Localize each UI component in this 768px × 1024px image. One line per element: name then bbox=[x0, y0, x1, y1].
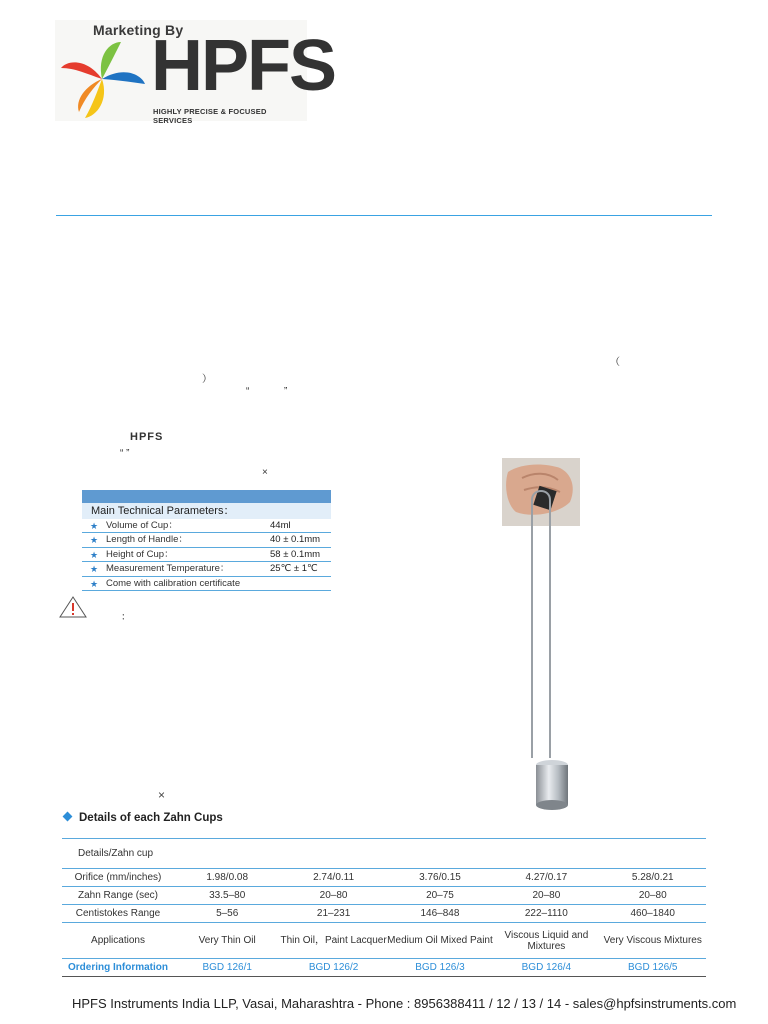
row-label: Ordering Information bbox=[68, 962, 168, 973]
quote-pair: “ ” bbox=[120, 448, 130, 459]
order-code: BGD 126/1 bbox=[202, 962, 252, 973]
row-label: Orifice (mm/inches) bbox=[74, 872, 162, 883]
logo-pinwheel-icon bbox=[57, 38, 147, 120]
table-row-ordering bbox=[62, 959, 706, 977]
times-sign-2: × bbox=[158, 788, 166, 802]
technical-parameters-table bbox=[82, 490, 331, 591]
param-label: Volume of Cup： bbox=[106, 520, 178, 531]
param-row bbox=[82, 577, 331, 591]
param-value: 40 ± 0.1mm bbox=[270, 534, 321, 546]
param-value: 44ml bbox=[270, 520, 291, 531]
row-label: Applications bbox=[91, 935, 145, 946]
table-cell: 20–75 bbox=[426, 890, 454, 901]
star-icon: ★ bbox=[90, 535, 99, 546]
table-cell: 2.74/0.11 bbox=[313, 872, 355, 883]
hpfs-heading: HPFS bbox=[130, 431, 164, 443]
table-row bbox=[62, 887, 706, 905]
param-row bbox=[82, 533, 331, 547]
table-cell: Medium Oil Mixed Paint bbox=[387, 935, 493, 946]
param-label: Length of Handle： bbox=[106, 534, 188, 546]
order-code: BGD 126/2 bbox=[308, 962, 359, 973]
logo-marketing-by: Marketing By bbox=[93, 22, 184, 38]
logo-tagline: HIGHLY PRECISE & FOCUSED SERVICES bbox=[153, 107, 267, 125]
params-header-bar bbox=[82, 490, 331, 503]
zahn-cups-table bbox=[62, 838, 706, 977]
order-code: BGD 126/4 bbox=[521, 962, 572, 973]
param-label: Come with calibration certificate bbox=[106, 577, 241, 589]
param-value: 25℃ ± 1℃ bbox=[270, 563, 318, 575]
param-value: 58 ± 0.1mm bbox=[270, 548, 321, 560]
diamond-bullet-icon bbox=[63, 812, 73, 822]
params-title: Main Technical Parameters： bbox=[82, 503, 331, 519]
table-cell: 1.98/0.08 bbox=[206, 872, 249, 883]
row-label: Zahn Range (sec) bbox=[77, 890, 159, 901]
table-row bbox=[62, 923, 706, 959]
order-code: BGD 126/5 bbox=[628, 962, 678, 973]
table-cell: 33.5–80 bbox=[209, 890, 246, 901]
param-row bbox=[82, 548, 331, 562]
zahn-cup-photo bbox=[502, 458, 580, 813]
company-logo bbox=[55, 20, 336, 125]
warning-icon bbox=[59, 596, 87, 618]
table-cell: 222–1110 bbox=[524, 908, 568, 919]
table-cell: 20–80 bbox=[638, 890, 667, 901]
table-header: Details/Zahn cup bbox=[62, 839, 706, 869]
table-cell: 5.28/0.21 bbox=[631, 872, 674, 883]
star-icon: ★ bbox=[90, 521, 99, 531]
star-icon: ★ bbox=[90, 564, 99, 575]
param-label: Height of Cup： bbox=[106, 548, 174, 560]
table-cell: 146–848 bbox=[420, 908, 460, 919]
star-icon: ★ bbox=[90, 549, 99, 560]
table-row bbox=[62, 869, 706, 887]
paren-open: （ bbox=[610, 357, 620, 368]
header-divider bbox=[56, 215, 712, 216]
param-row bbox=[82, 562, 331, 576]
logo-hpfs-text: HPFS bbox=[151, 26, 336, 106]
param-label: Measurement Temperature： bbox=[106, 563, 230, 575]
page-footer: HPFS Instruments India LLP, Vasai, Maharashtra - Phone : 8956388411 / 12 / 13 / 14 - sales@hpfsinstruments.com bbox=[72, 996, 737, 1011]
table-cell: Very Thin Oil bbox=[198, 935, 256, 946]
details-title-text: Details of each Zahn Cups bbox=[79, 812, 223, 824]
table-cell: Thin Oil，Paint Lacquer bbox=[280, 935, 387, 946]
table-cell: 3.76/0.15 bbox=[419, 872, 461, 883]
details-section-title bbox=[64, 812, 223, 824]
times-sign: × bbox=[262, 467, 268, 478]
quote-open: “ bbox=[246, 386, 250, 397]
row-label: Centistokes Range bbox=[75, 908, 161, 919]
paren-close: ） bbox=[202, 374, 212, 385]
table-cell: Viscous Liquid and Mixtures bbox=[504, 929, 589, 952]
order-code: BGD 126/3 bbox=[415, 962, 465, 973]
table-row bbox=[62, 905, 706, 923]
table-cell: Very Viscous Mixtures bbox=[603, 935, 702, 946]
table-cell: 5–56 bbox=[216, 908, 239, 919]
table-cell: 21–231 bbox=[316, 908, 351, 919]
colon-mark: ： bbox=[121, 612, 131, 623]
star-icon: ★ bbox=[90, 578, 99, 589]
quote-close: ” bbox=[284, 386, 288, 397]
table-cell: 20–80 bbox=[532, 890, 561, 901]
param-row bbox=[82, 519, 331, 533]
table-cell: 4.27/0.17 bbox=[525, 872, 568, 883]
table-cell: 460–1840 bbox=[630, 908, 675, 919]
table-cell: 20–80 bbox=[319, 890, 348, 901]
